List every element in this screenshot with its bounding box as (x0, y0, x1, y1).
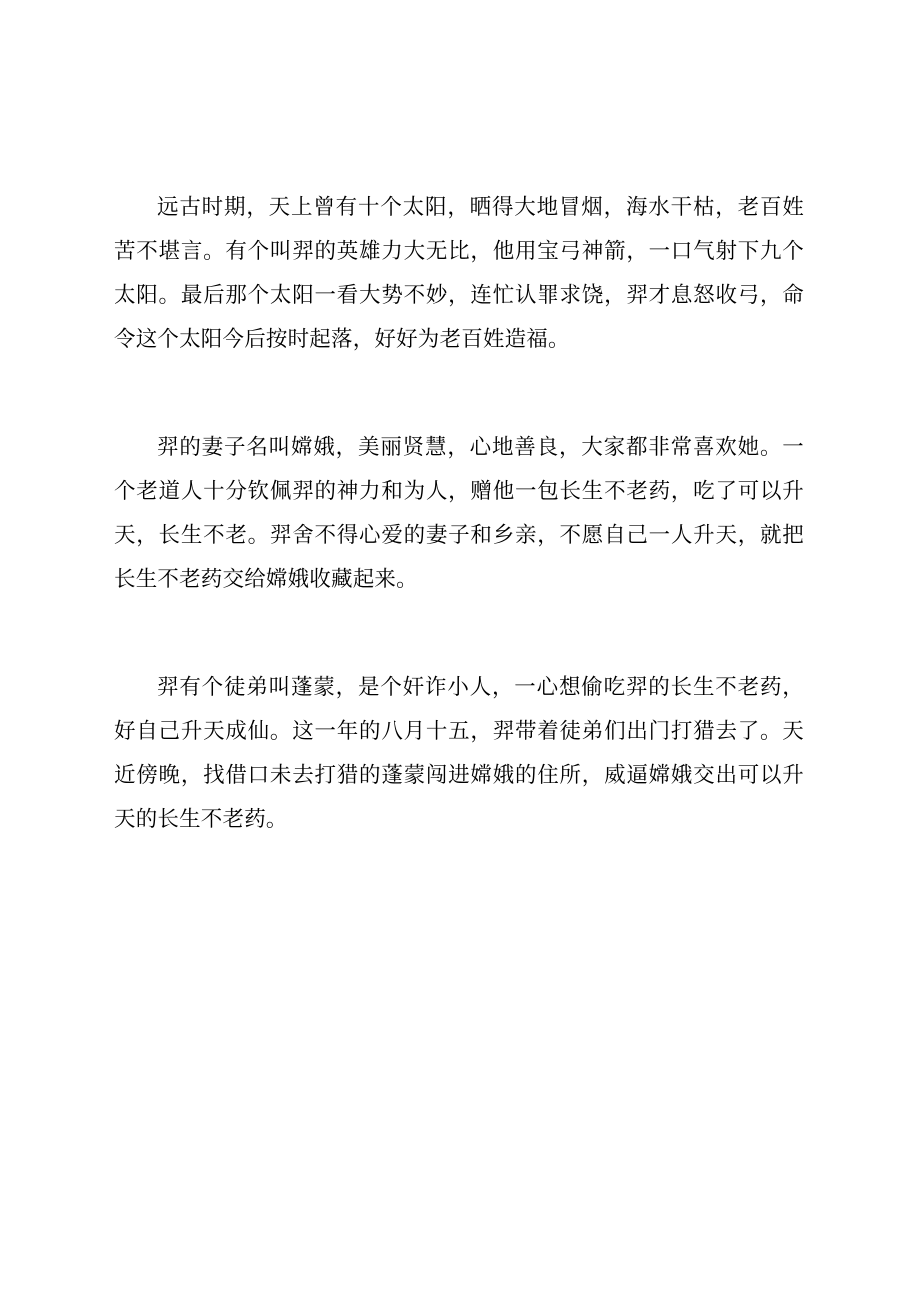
paragraph-3: 羿有个徒弟叫蓬蒙，是个奸诈小人，一心想偷吃羿的长生不老药，好自己升天成仙。这一年的八月十五，羿带着徒弟们出门打猎去了。天近傍晚，找借口未去打猎的蓬蒙闯进嫦娥的住所，威逼嫦娥交出可以升天的长生不老药。 (114, 675, 804, 832)
paragraph-2: 羿的妻子名叫嫦娥，美丽贤慧，心地善良，大家都非常喜欢她。一个老道人十分钦佩羿的神力和为人，赠他一包长生不老药，吃了可以升天，长生不老。羿舍不得心爱的妻子和乡亲，不愿自己一人升天，就把长生不老药交给嫦娥收藏起来。 (114, 435, 804, 592)
paragraph-1: 远古时期，天上曾有十个太阳，晒得大地冒烟，海水干枯，老百姓苦不堪言。有个叫羿的英雄力大无比，他用宝弓神箭，一口气射下九个太阳。最后那个太阳一看大势不妙，连忙认罪求饶，羿才息怒收弓，命令这个太阳今后按时起落，好好为老百姓造福。 (114, 195, 804, 352)
document-body (114, 186, 804, 842)
